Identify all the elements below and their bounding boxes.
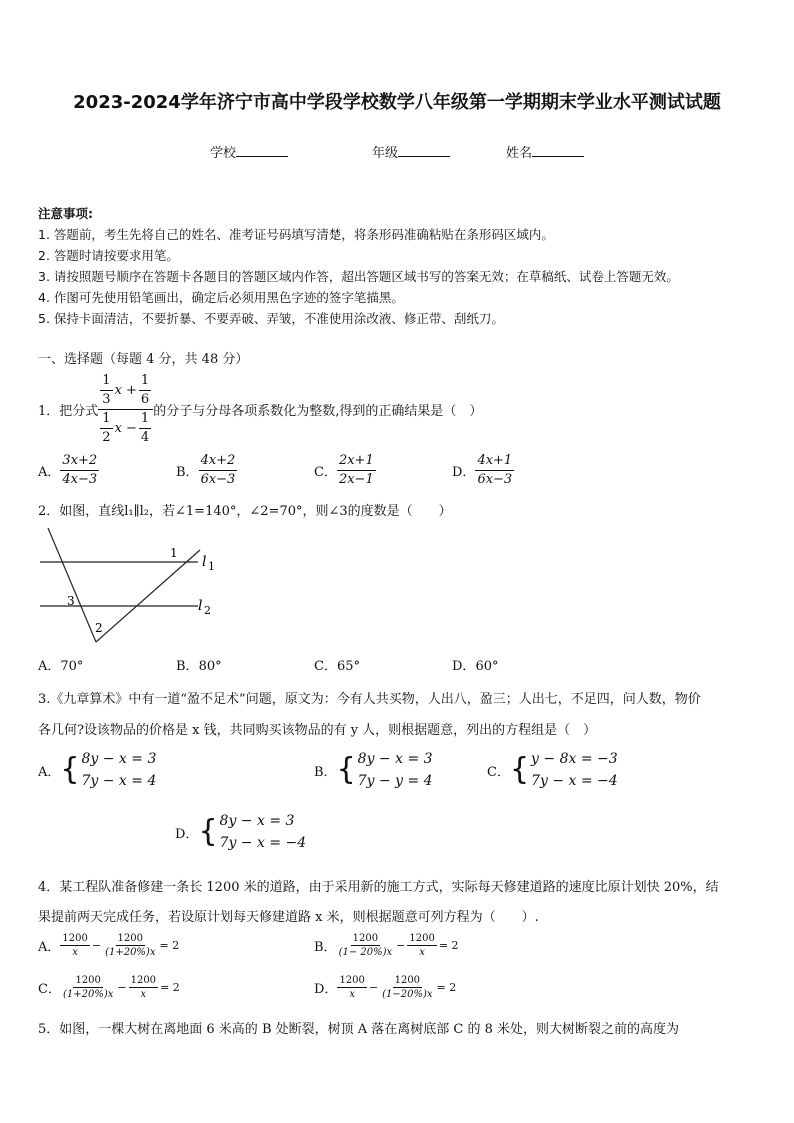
angle-2-label: 2 — [95, 621, 103, 635]
question-4-line-2: 果提前两天完成任务，若设原计划每天修建道路 x 米，则根据题意可列方程为（ ）. — [38, 910, 539, 925]
option-den: 4x−3 — [62, 472, 98, 487]
option-label: A． — [38, 764, 61, 780]
fraction-den: (1+20%)x — [105, 947, 156, 958]
fraction-den: (1− 20%)x — [338, 947, 393, 958]
question-3-line-2: 各几何?设该物品的价格是 x 钱，共同购买该物品的有 y 人，则根据题意，列出的方程组是（ ） — [38, 723, 597, 738]
equation: 8y − x = 3 — [81, 751, 157, 767]
equation: 7y − x = 4 — [81, 773, 157, 789]
grade-field[interactable] — [372, 142, 450, 161]
equation: 7y − x = −4 — [531, 773, 618, 789]
page-title: 2023-2024学年济宁市高中学段学校数学八年级第一学期期末学业水平测试试题 — [73, 92, 721, 113]
note-item: 3. 请按照题号顺序在答题卡各题目的答题区域内作答，超出答题区域书写的答案无效；在草稿纸、试卷上答题无效。 — [38, 269, 679, 284]
q1-frac-part: 2 — [102, 430, 111, 445]
q1-frac-part: 1 — [100, 410, 112, 429]
line-l2-sub: 2 — [204, 604, 211, 617]
fraction-num: 1200 — [409, 933, 435, 944]
option-label: C． — [487, 764, 510, 780]
fraction-num: 1200 — [130, 975, 157, 986]
q1-option-b[interactable] — [176, 452, 237, 489]
q4-option-b[interactable]: B． $\frac{1200}{(1- 20\%)x}$ − $\frac{1200}{x}$ = 2 — [314, 933, 459, 958]
q4-option-a[interactable]: A． $\frac{1200}{x}$ − $\frac{1200}{(1+20\%)x}$ = 2 — [38, 933, 180, 958]
q3-option-a[interactable]: A． { 8y − x = 3 7y − x = 4 — [38, 748, 156, 792]
option-label: D． — [452, 659, 476, 674]
angle-3-label: 3 — [67, 594, 75, 608]
section-heading: 一、选择题（每题 4 分，共 48 分） — [38, 352, 249, 367]
q1-option-d[interactable] — [452, 452, 514, 489]
fraction-den: x — [72, 947, 78, 958]
option-num: 4x+2 — [199, 452, 238, 471]
q4-option-d[interactable]: D． $\frac{1200}{x}$ − $\frac{1200}{(1-20\%)x}$ = 2 — [314, 975, 457, 1000]
option-label: A． — [38, 465, 61, 480]
q3-option-b[interactable]: B． { 8y − x = 3 7y − y = 4 — [314, 748, 433, 792]
option-label: C． — [314, 465, 337, 480]
line-l2-label: l — [198, 598, 203, 614]
equation: y − 8x = −3 — [531, 751, 618, 767]
q2-option-c[interactable] — [314, 655, 360, 674]
q2-option-b[interactable] — [176, 655, 222, 674]
school-label: 学校 — [210, 146, 237, 161]
q1-frac-part: x + — [114, 382, 137, 398]
angle-1-label: 1 — [170, 546, 178, 560]
q2-option-a[interactable] — [38, 655, 83, 674]
option-label: D． — [452, 465, 476, 480]
q3-option-c[interactable]: C． { y − 8x = −3 7y − x = −4 — [487, 748, 618, 792]
school-blank[interactable] — [236, 144, 288, 157]
transversal-right — [96, 550, 203, 642]
question-3-line-1: 3.《九章算术》中有一道“盈不足术”问题，原文为：今有人共买物，人出八，盈三；人出七，不足四，问人数，物价 — [38, 692, 701, 707]
fraction-den: (1−20%)x — [382, 989, 433, 1000]
q1-main-fraction — [98, 372, 153, 447]
q2-figure — [30, 522, 240, 650]
name-blank[interactable] — [532, 144, 584, 157]
option-value: 60° — [475, 659, 499, 674]
line-l1-sub: 1 — [208, 560, 215, 573]
option-num: 2x+1 — [337, 452, 376, 471]
option-value: 65° — [336, 659, 360, 674]
q1-frac-part: 1 — [100, 372, 112, 391]
fraction-num: 1200 — [394, 975, 421, 986]
q1-option-c[interactable] — [314, 452, 376, 489]
q3-option-d[interactable]: D． { 8y − x = 3 7y − x = −4 — [175, 810, 306, 854]
line-l1-label: l — [202, 554, 207, 570]
option-label: D． — [175, 826, 199, 842]
grade-label: 年级 — [372, 146, 399, 161]
option-label: C． — [314, 659, 337, 674]
note-item: 1. 答题前，考生先将自己的姓名、准考证号码填写清楚，将条形码准确粘贴在条形码区域内。 — [38, 227, 554, 242]
note-item: 5. 保持卡面清洁，不要折暴、不要弄破、弄皱，不准使用涂改液、修正带、刮纸刀。 — [38, 311, 504, 326]
fraction-num: 1200 — [117, 933, 143, 944]
fraction-den: x — [349, 989, 355, 1000]
q1-frac-part: 1 — [139, 410, 151, 429]
transversal-left — [48, 528, 96, 642]
equation: 7y − x = −4 — [219, 835, 307, 851]
fraction-num: 1200 — [339, 975, 365, 986]
option-label: D． — [314, 982, 338, 997]
question-1 — [38, 372, 482, 447]
equation-rhs: = 2 — [438, 939, 459, 952]
option-label: B． — [314, 764, 337, 780]
name-field[interactable] — [506, 142, 584, 161]
option-label: B． — [314, 940, 337, 955]
note-item: 2. 答题时请按要求用笔。 — [38, 248, 179, 263]
option-den: 2x−1 — [338, 472, 374, 487]
q1-option-a[interactable] — [38, 452, 99, 489]
q1-prefix: 1．把分式 — [38, 404, 99, 419]
equation: 8y − x = 3 — [219, 813, 295, 829]
fraction-den: x — [140, 989, 147, 1000]
question-2: 2．如图，直线l₁∥l₂，若∠1=140°，∠2=70°，则∠3的度数是（ ） — [38, 504, 452, 519]
q1-suffix: 的分子与分母各项系数化为整数,得到的正确结果是（ ） — [153, 404, 483, 419]
option-num: 4x+1 — [475, 452, 514, 471]
option-value: 80° — [198, 659, 222, 674]
question-5: 5．如图，一棵大树在离地面 6 米高的 B 处断裂，树顶 A 落在离树底部 C 的 8 米处，则大树断裂之前的高度为 — [38, 1022, 680, 1037]
equation: 7y − y = 4 — [357, 773, 433, 789]
fraction-num: 1200 — [62, 933, 88, 944]
option-label: B． — [176, 659, 199, 674]
grade-blank[interactable] — [398, 144, 450, 157]
q2-option-d[interactable] — [452, 655, 498, 674]
option-label: A． — [38, 940, 61, 955]
equation-rhs: = 2 — [159, 939, 180, 952]
q1-frac-part: 1 — [139, 372, 151, 391]
option-den: 6x−3 — [477, 472, 513, 487]
fraction-num: 1200 — [352, 933, 379, 944]
question-4-line-1: 4．某工程队准备修建一条长 1200 米的道路，由于采用新的施工方式，实际每天修建道路的速度比原计划快 20%，结 — [38, 880, 719, 895]
option-num: 3x+2 — [60, 452, 99, 471]
option-label: A． — [38, 659, 61, 674]
option-label: C． — [38, 982, 61, 997]
fraction-num: 1200 — [75, 975, 101, 986]
equation-rhs: = 2 — [436, 981, 457, 994]
q1-frac-part: 4 — [140, 430, 150, 445]
fraction-den: x — [419, 947, 425, 958]
school-field[interactable] — [210, 142, 288, 161]
note-item: 4. 作图可先使用铅笔画出，确定后必须用黑色字迹的签字笔描黑。 — [38, 290, 404, 305]
q4-option-c[interactable]: C． $\frac{1200}{(1+20\%)x}$ − $\frac{1200}{x}$ = 2 — [38, 975, 180, 1000]
name-label: 姓名 — [506, 146, 533, 161]
fraction-den: (1+20%)x — [62, 989, 114, 1000]
q1-frac-part: 3 — [102, 392, 111, 407]
option-den: 6x−3 — [200, 472, 236, 487]
equation: 8y − x = 3 — [357, 751, 433, 767]
equation-rhs: = 2 — [160, 981, 180, 994]
notes-heading: 注意事项: — [38, 206, 93, 221]
option-value: 70° — [60, 659, 84, 674]
q1-frac-part: x − — [114, 420, 137, 436]
q1-frac-part: 6 — [140, 392, 150, 407]
option-label: B． — [176, 465, 199, 480]
